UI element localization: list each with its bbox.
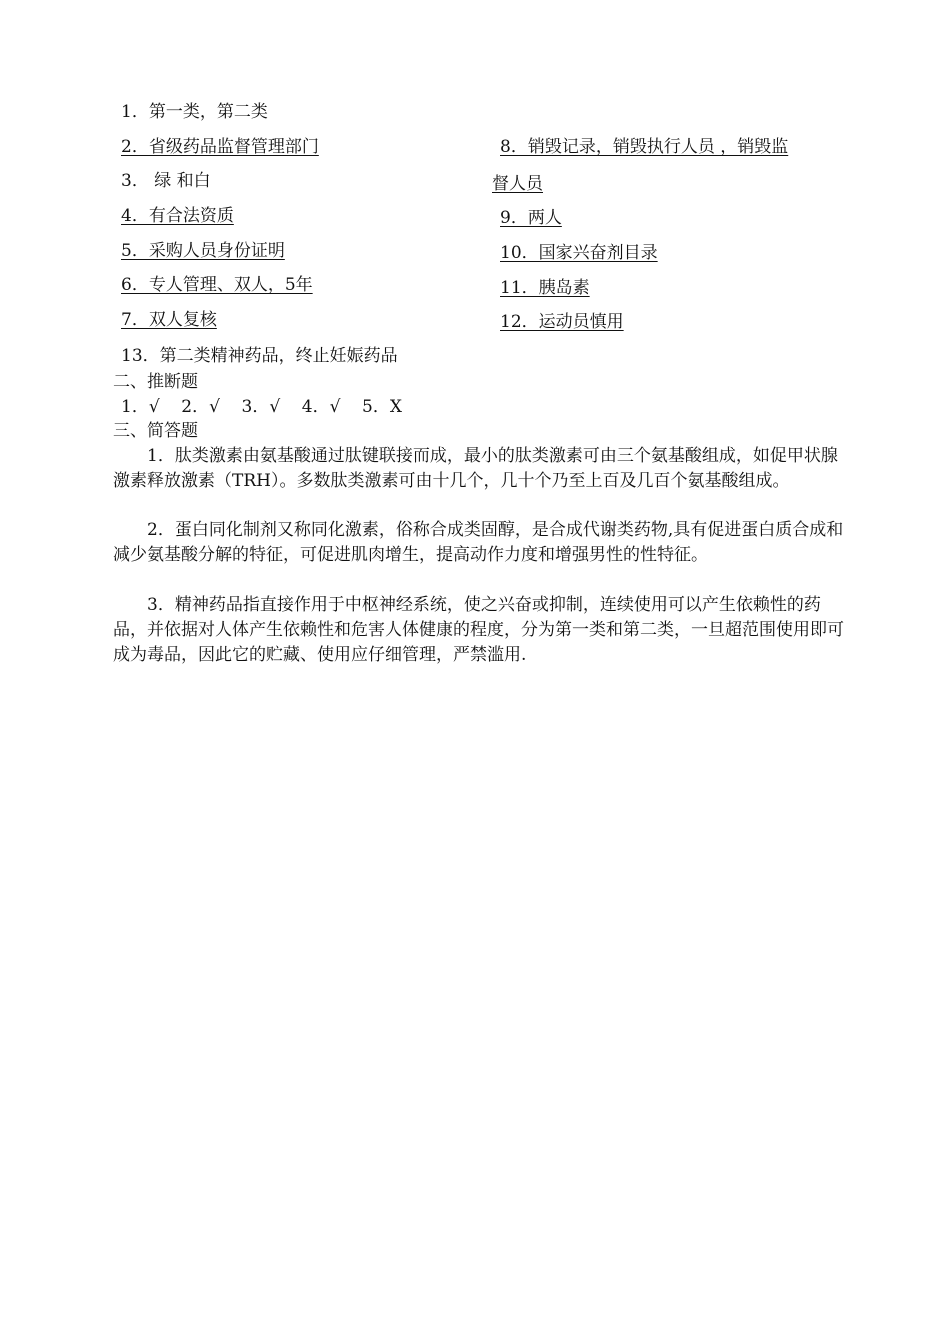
answer-5: 5．采购人员身份证明 xyxy=(121,241,285,261)
short-answer-paragraph-2: 2．蛋白同化制剂又称同化激素，俗称合成类固醇，是合成代谢类药物,具有促进蛋白质合成和减少氨基酸分解的特征，可促进肌肉增生，提高动作力度和增强男性的性特征。 xyxy=(113,520,844,565)
answer-7: 7．双人复核 xyxy=(121,310,217,330)
answer-2: 2．省级药品监督管理部门 xyxy=(121,137,319,157)
answer-1: 1．第一类，第二类 xyxy=(121,102,268,122)
short-answer-paragraph-1: 1．肽类激素由氨基酸通过肽键联接而成，最小的肽类激素可由三个氨基酸组成，如促甲状腺激素释放激素（TRH）。多数肽类激素可由十几个，几十个乃至上百及几百个氨基酸组成。 xyxy=(113,446,838,491)
answer-6: 6．专人管理、双人，5年 xyxy=(121,275,313,295)
answer-4: 4．有合法资质 xyxy=(121,206,234,226)
answer-12: 12．运动员慎用 xyxy=(500,312,624,332)
judge-answers: 1．√ 2．√ 3．√ 4．√ 5．X xyxy=(121,397,402,417)
answer-11: 11．胰岛素 xyxy=(500,278,590,298)
answer-8: 8．销毁记录，销毁执行人员 ，销毁监 xyxy=(500,137,789,157)
answer-3: 3． 绿 和白 xyxy=(121,171,211,191)
answer-9: 9．两人 xyxy=(500,208,562,228)
section-heading-short-answer: 三、简答题 xyxy=(113,421,198,441)
short-answer-paragraph-3: 3．精神药品指直接作用于中枢神经系统，使之兴奋或抑制，连续使用可以产生依赖性的药品，并依据对人体产生依赖性和危害人体健康的程度，分为第一类和第二类，一旦超范围使用即可成为毒品，因此它的贮藏、使用应仔细管理，严禁滥用. xyxy=(113,595,844,665)
answer-8-continued: 督人员 xyxy=(492,174,543,194)
answer-13: 13．第二类精神药品，终止妊娠药品 xyxy=(121,346,398,366)
answer-10: 10．国家兴奋剂目录 xyxy=(500,243,658,263)
section-heading-judge: 二、推断题 xyxy=(113,372,198,392)
